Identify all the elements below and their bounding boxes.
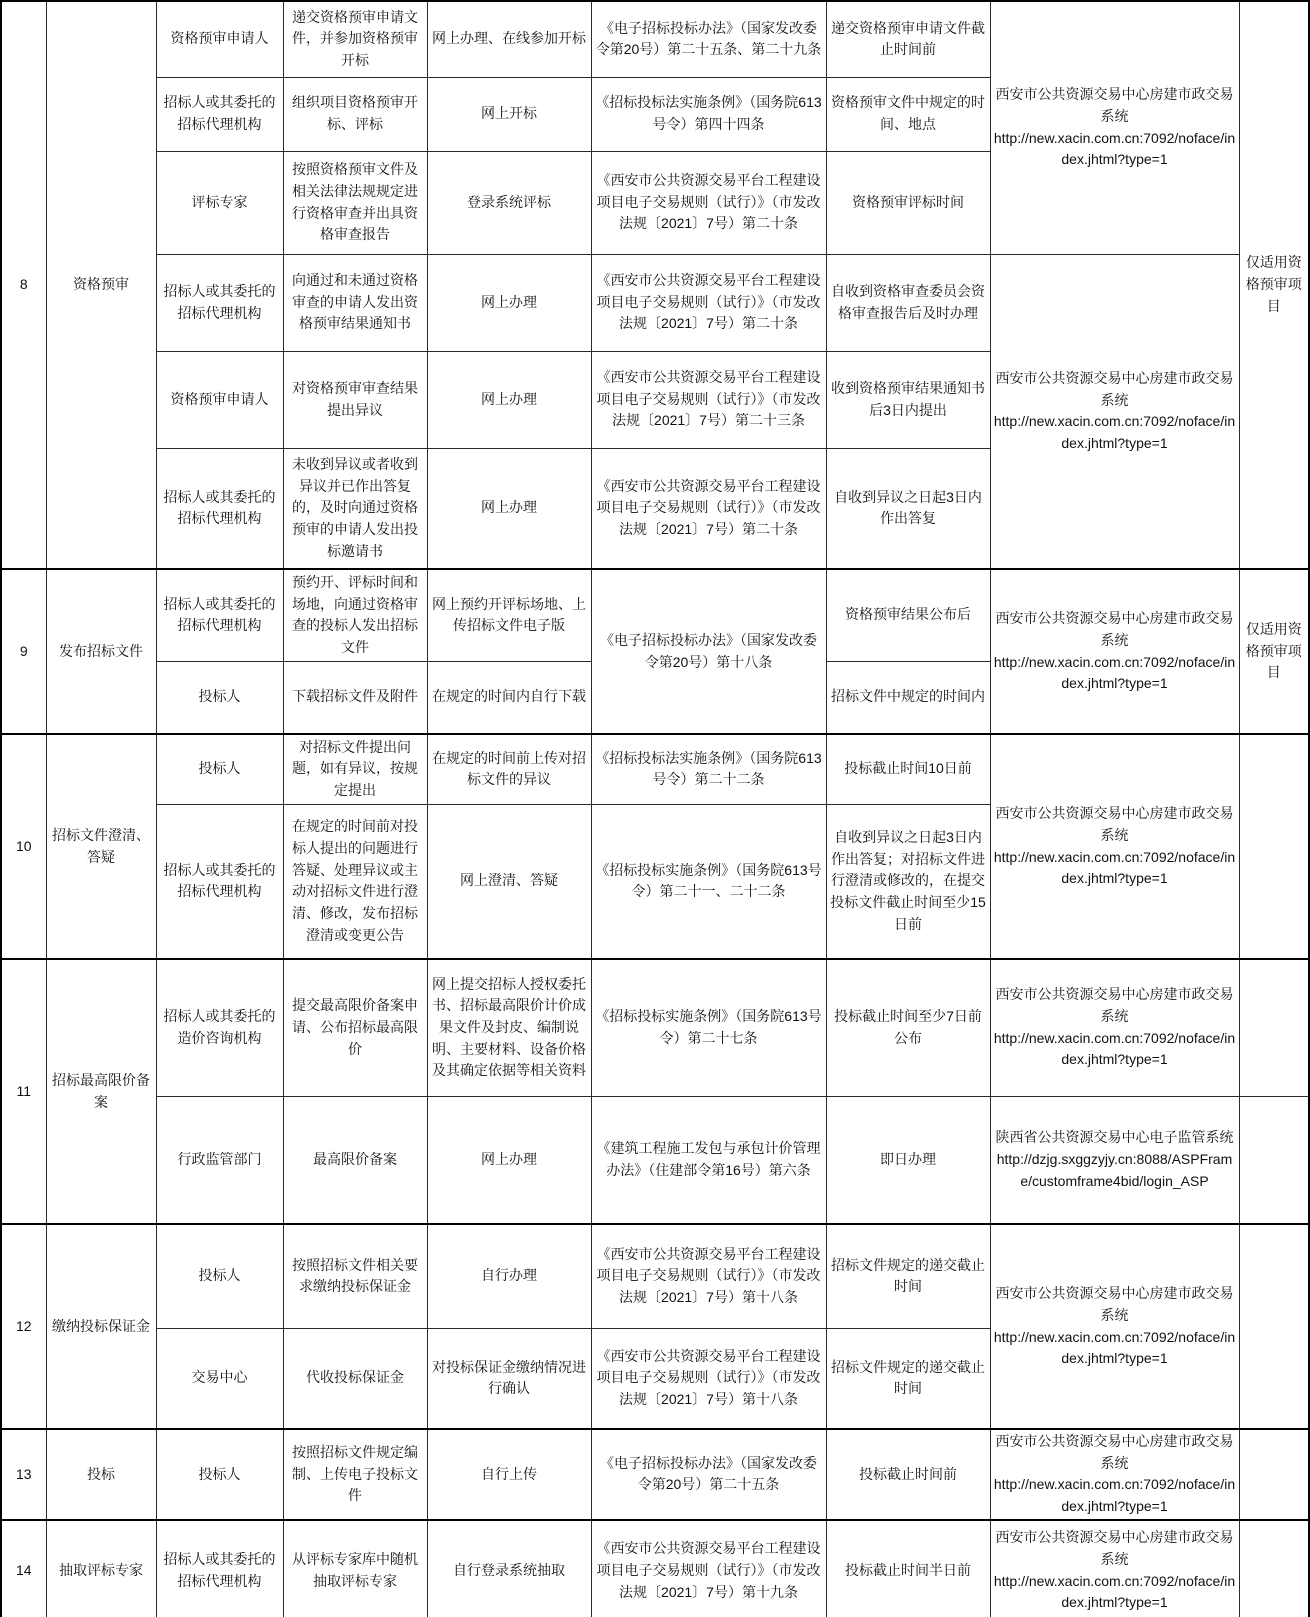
cell-method: 网上提交招标人授权委托书、招标最高限价计价成果文件及封皮、编制说明、主要材料、设备价格及其确定依据等相关资料 [427, 959, 591, 1096]
cell-system [990, 1429, 1239, 1520]
cell-time-requirement: 自收到异议之日起3日内作出答复 [826, 448, 990, 569]
cell-remark: 仅适用资格预审项目 [1239, 569, 1309, 734]
system-name: 西安市公共资源交易中心房建市政交易系统 [995, 986, 1234, 1025]
cell-legal-basis: 《招标投标法实施条例》（国务院613号令）第二十二条 [591, 734, 826, 804]
cell-legal-basis: 《招标投标法实施条例》（国务院613号令）第四十四条 [591, 77, 826, 151]
cell-method: 自行办理 [427, 1224, 591, 1328]
system-name: 陕西省公共资源交易中心电子监管系统 [995, 1129, 1234, 1146]
cell-stage: 投标 [46, 1429, 156, 1520]
system-url: http://new.xacin.com.cn:7092/noface/index.jhtml?type=1 [993, 1476, 1236, 1515]
cell-legal-basis: 《建筑工程施工发包与承包计价管理办法》（住建部令第16号）第六条 [591, 1096, 826, 1224]
cell-seq: 11 [1, 959, 46, 1224]
cell-actor: 招标人或其委托的招标代理机构 [156, 77, 283, 151]
system-url: http://new.xacin.com.cn:7092/noface/index.jhtml?type=1 [993, 1572, 1236, 1611]
system-name: 西安市公共资源交易中心房建市政交易系统 [995, 86, 1234, 125]
cell-system [990, 1520, 1239, 1617]
cell-work-content: 按照招标文件规定编制、上传电子投标文件 [283, 1429, 427, 1520]
cell-legal-basis: 《西安市公共资源交易平台工程建设项目电子交易规则（试行）》（市发改法规〔2021〕7号）第二十三条 [591, 351, 826, 448]
cell-method: 网上澄清、答疑 [427, 804, 591, 959]
system-name: 西安市公共资源交易中心房建市政交易系统 [995, 610, 1234, 648]
system-url: http://new.xacin.com.cn:7092/noface/index.jhtml?type=1 [993, 413, 1236, 451]
cell-legal-basis: 《招标投标实施条例》（国务院613号令）第二十一、二十二条 [591, 804, 826, 959]
cell-stage: 招标最高限价备案 [46, 959, 156, 1224]
cell-time-requirement: 资格预审评标时间 [826, 151, 990, 254]
system-name: 西安市公共资源交易中心房建市政交易系统 [995, 1529, 1234, 1568]
cell-actor: 资格预审申请人 [156, 1, 283, 77]
cell-time-requirement: 投标截止时间10日前 [826, 734, 990, 804]
cell-work-content: 对招标文件提出问题，如有异议，按规定提出 [283, 734, 427, 804]
cell-legal-basis: 《西安市公共资源交易平台工程建设项目电子交易规则（试行）》（市发改法规〔2021〕7号）第二十条 [591, 254, 826, 351]
cell-time-requirement: 投标截止时间前 [826, 1429, 990, 1520]
cell-method: 网上开标 [427, 77, 591, 151]
cell-legal-basis: 《电子招标投标办法》（国家发改委令第20号）第二十五条 [591, 1429, 826, 1520]
cell-actor: 行政监管部门 [156, 1096, 283, 1224]
cell-method: 网上预约开评标场地、上传招标文件电子版 [427, 569, 591, 661]
cell-legal-basis: 《电子招标投标办法》（国家发改委令第20号）第十八条 [591, 569, 826, 734]
cell-work-content: 最高限价备案 [283, 1096, 427, 1224]
cell-time-requirement: 自收到资格审查委员会资格审查报告后及时办理 [826, 254, 990, 351]
cell-legal-basis: 《电子招标投标办法》（国家发改委令第20号）第二十五条、第二十九条 [591, 1, 826, 77]
cell-seq: 14 [1, 1520, 46, 1617]
system-name: 西安市公共资源交易中心房建市政交易系统 [995, 805, 1234, 843]
cell-work-content: 递交资格预审申请文件，并参加资格预审开标 [283, 1, 427, 77]
cell-remark [1239, 1224, 1309, 1429]
cell-remark [1239, 959, 1309, 1096]
cell-stage: 抽取评标专家 [46, 1520, 156, 1617]
cell-seq: 10 [1, 734, 46, 959]
cell-time-requirement: 投标截止时间半日前 [826, 1520, 990, 1617]
cell-legal-basis: 《西安市公共资源交易平台工程建设项目电子交易规则（试行）》（市发改法规〔2021〕7号）第十八条 [591, 1224, 826, 1328]
cell-time-requirement: 即日办理 [826, 1096, 990, 1224]
cell-seq: 8 [1, 1, 46, 569]
cell-system [990, 1096, 1239, 1224]
cell-seq: 9 [1, 569, 46, 734]
cell-system [990, 1224, 1239, 1429]
cell-system [990, 959, 1239, 1096]
cell-remark [1239, 1429, 1309, 1520]
cell-actor: 交易中心 [156, 1328, 283, 1429]
cell-stage: 资格预审 [46, 1, 156, 569]
cell-time-requirement: 投标截止时间至少7日前公布 [826, 959, 990, 1096]
cell-seq: 12 [1, 1224, 46, 1429]
cell-work-content: 代收投标保证金 [283, 1328, 427, 1429]
cell-legal-basis: 《西安市公共资源交易平台工程建设项目电子交易规则（试行）》（市发改法规〔2021〕7号）第二十条 [591, 151, 826, 254]
cell-method: 在规定的时间内自行下载 [427, 661, 591, 734]
system-url: http://new.xacin.com.cn:7092/noface/index.jhtml?type=1 [993, 1328, 1236, 1367]
cell-work-content: 按照招标文件相关要求缴纳投标保证金 [283, 1224, 427, 1328]
cell-legal-basis: 《西安市公共资源交易平台工程建设项目电子交易规则（试行）》（市发改法规〔2021〕7号）第十九条 [591, 1520, 826, 1617]
cell-method: 自行登录系统抽取 [427, 1520, 591, 1617]
cell-stage: 招标文件澄清、答疑 [46, 734, 156, 959]
cell-work-content: 按照资格预审文件及相关法律法规规定进行资格审查并出具资格审查报告 [283, 151, 427, 254]
cell-method: 网上办理 [427, 254, 591, 351]
cell-actor: 投标人 [156, 1429, 283, 1520]
cell-method: 网上办理 [427, 448, 591, 569]
cell-remark [1239, 734, 1309, 959]
cell-work-content: 提交最高限价备案申请、公布招标最高限价 [283, 959, 427, 1096]
system-url: http://new.xacin.com.cn:7092/noface/index.jhtml?type=1 [993, 848, 1236, 887]
cell-actor: 招标人或其委托的招标代理机构 [156, 254, 283, 351]
cell-method: 对投标保证金缴纳情况进行确认 [427, 1328, 591, 1429]
system-name: 西安市公共资源交易中心房建市政交易系统 [995, 369, 1234, 408]
cell-stage: 发布招标文件 [46, 569, 156, 734]
cell-actor: 投标人 [156, 1224, 283, 1328]
cell-method: 登录系统评标 [427, 151, 591, 254]
cell-time-requirement: 招标文件规定的递交截止时间 [826, 1328, 990, 1429]
cell-actor: 招标人或其委托的招标代理机构 [156, 1520, 283, 1617]
cell-work-content: 预约开、评标时间和场地，向通过资格审查的投标人发出招标文件 [283, 569, 427, 661]
cell-time-requirement: 收到资格预审结果通知书后3日内提出 [826, 351, 990, 448]
cell-work-content: 组织项目资格预审开标、评标 [283, 77, 427, 151]
cell-system [990, 734, 1239, 959]
cell-legal-basis: 《招标投标实施条例》（国务院613号令）第二十七条 [591, 959, 826, 1096]
system-url: http://new.xacin.com.cn:7092/noface/index.jhtml?type=1 [993, 1029, 1236, 1068]
cell-time-requirement: 资格预审结果公布后 [826, 569, 990, 661]
cell-stage: 缴纳投标保证金 [46, 1224, 156, 1429]
cell-actor: 资格预审申请人 [156, 351, 283, 448]
cell-actor: 招标人或其委托的招标代理机构 [156, 448, 283, 569]
system-url: http://new.xacin.com.cn:7092/noface/index.jhtml?type=1 [993, 653, 1236, 692]
cell-method: 网上办理、在线参加开标 [427, 1, 591, 77]
cell-work-content: 未收到异议或者收到异议并已作出答复的，及时向通过资格预审的申请人发出投标邀请书 [283, 448, 427, 569]
cell-method: 在规定的时间前上传对招标文件的异议 [427, 734, 591, 804]
cell-actor: 评标专家 [156, 151, 283, 254]
cell-method: 网上办理 [427, 1096, 591, 1224]
cell-time-requirement: 招标文件规定的递交截止时间 [826, 1224, 990, 1328]
system-url: http://dzjg.sxggzyjy.cn:8088/ASPFrame/customframe4bid/login_ASP [996, 1150, 1233, 1189]
cell-system [990, 1, 1239, 254]
cell-remark: 仅适用资格预审项目 [1239, 1, 1309, 569]
cell-remark [1239, 1096, 1309, 1224]
cell-work-content: 对资格预审审查结果提出异议 [283, 351, 427, 448]
cell-work-content: 向通过和未通过资格审查的申请人发出资格预审结果通知书 [283, 254, 427, 351]
system-url: http://new.xacin.com.cn:7092/noface/index.jhtml?type=1 [993, 129, 1236, 168]
cell-system [990, 254, 1239, 569]
cell-actor: 招标人或其委托的造价咨询机构 [156, 959, 283, 1096]
cell-method: 自行上传 [427, 1429, 591, 1520]
cell-legal-basis: 《西安市公共资源交易平台工程建设项目电子交易规则（试行）》（市发改法规〔2021〕7号）第二十条 [591, 448, 826, 569]
cell-work-content: 在规定的时间前对投标人提出的问题进行答疑、处理异议或主动对招标文件进行澄清、修改，发布招标澄清或变更公告 [283, 804, 427, 959]
cell-remark [1239, 1520, 1309, 1617]
cell-work-content: 从评标专家库中随机抽取评标专家 [283, 1520, 427, 1617]
cell-system [990, 569, 1239, 734]
cell-legal-basis: 《西安市公共资源交易平台工程建设项目电子交易规则（试行）》（市发改法规〔2021〕7号）第十八条 [591, 1328, 826, 1429]
cell-time-requirement: 资格预审文件中规定的时间、地点 [826, 77, 990, 151]
cell-actor: 招标人或其委托的招标代理机构 [156, 569, 283, 661]
cell-time-requirement: 递交资格预审申请文件截止时间前 [826, 1, 990, 77]
cell-work-content: 下载招标文件及附件 [283, 661, 427, 734]
cell-time-requirement: 自收到异议之日起3日内作出答复；对招标文件进行澄清或修改的，在提交投标文件截止时间至少15日前 [826, 804, 990, 959]
system-name: 西安市公共资源交易中心房建市政交易系统 [995, 1285, 1234, 1323]
cell-method: 网上办理 [427, 351, 591, 448]
system-name: 西安市公共资源交易中心房建市政交易系统 [995, 1433, 1234, 1471]
cell-actor: 投标人 [156, 661, 283, 734]
cell-seq: 13 [1, 1429, 46, 1520]
cell-time-requirement: 招标文件中规定的时间内 [826, 661, 990, 734]
cell-actor: 投标人 [156, 734, 283, 804]
cell-actor: 招标人或其委托的招标代理机构 [156, 804, 283, 959]
